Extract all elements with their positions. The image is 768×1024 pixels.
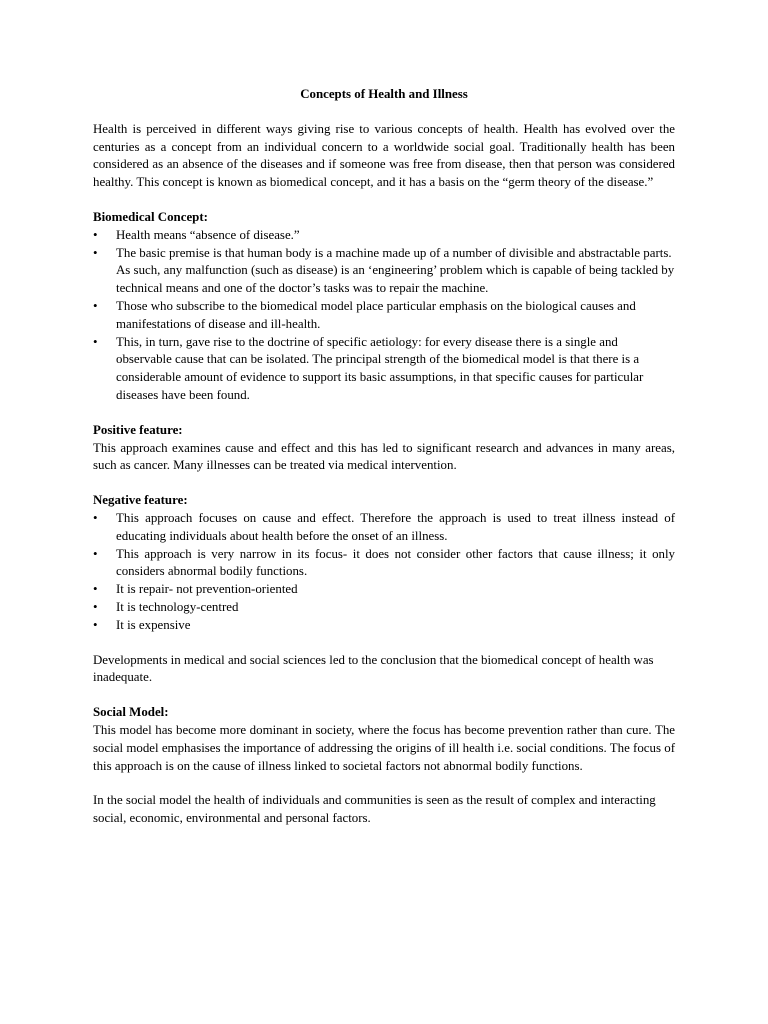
positive-paragraph: This approach examines cause and effect and this has led to significant research and advances in many areas, such as cancer. Many illnesses can be treated via medical intervention. — [93, 440, 675, 473]
list-item — [93, 510, 675, 546]
bullet-icon: • — [93, 245, 98, 260]
negative-list — [93, 510, 675, 635]
biomedical-list — [93, 227, 675, 405]
list-item-text: Health means “absence of disease.” — [116, 227, 300, 242]
bullet-icon: • — [93, 227, 98, 242]
bullet-icon: • — [93, 510, 98, 525]
bullet-icon: • — [93, 298, 98, 313]
list-item — [93, 298, 675, 334]
biomedical-heading: Biomedical Concept: — [93, 209, 208, 224]
list-item — [93, 617, 675, 635]
list-item-text: This approach focuses on cause and effect. Therefore the approach is used to treat illness instead of educating individuals about health before the onset of an illness. — [116, 510, 675, 543]
list-item-text: This approach is very narrow in its focus- it does not consider other factors that cause illness; it only considers abnormal bodily functions. — [116, 546, 675, 579]
list-item — [93, 245, 675, 298]
list-item — [93, 546, 675, 582]
list-item-text: It is repair- not prevention-oriented — [116, 582, 298, 597]
document-page — [93, 86, 675, 845]
social-closing-paragraph: In the social model the health of individuals and communities is seen as the result of complex and interacting social, economic, environmental and personal factors. — [93, 793, 656, 826]
bullet-icon: • — [93, 334, 98, 349]
bullet-icon: • — [93, 599, 98, 614]
developments-paragraph: Developments in medical and social sciences led to the conclusion that the biomedical concept of health was inadequate. — [93, 652, 654, 685]
list-item-text: This, in turn, gave rise to the doctrine of specific aetiology: for every disease there is a single and observable cause that can be isolated. The principal strength of the biomedical model is that there is a considerable amount of evidence to support its basic assumptions, in that specific causes for particular diseases have been found. — [116, 334, 644, 402]
list-item — [93, 581, 675, 599]
bullet-icon: • — [93, 617, 98, 632]
list-item-text: It is expensive — [116, 617, 191, 632]
positive-heading: Positive feature: — [93, 422, 183, 437]
bullet-icon: • — [93, 546, 98, 561]
list-item-text: Those who subscribe to the biomedical model place particular emphasis on the biological causes and manifestations of disease and ill-health. — [116, 298, 636, 331]
bullet-icon: • — [93, 582, 98, 597]
list-item — [93, 227, 675, 245]
negative-heading: Negative feature: — [93, 493, 188, 508]
list-item-text: It is technology-centred — [116, 599, 239, 614]
list-item-text: The basic premise is that human body is a machine made up of a number of divisible and abstractable parts. As such, any malfunction (such as disease) is an ‘engineering’ problem which is capable of being tackled by technical means and one of the doctor’s tasks was to repair the machine. — [116, 245, 675, 296]
list-item — [93, 599, 675, 617]
social-paragraph: This model has become more dominant in society, where the focus has become prevention rather than cure. The social model emphasises the importance of addressing the origins of ill health i.e. social conditions. The focus of this approach is on the cause of illness linked to societal factors not abnormal bodily functions. — [93, 722, 675, 773]
intro-paragraph: Health is perceived in different ways giving rise to various concepts of health. Health has evolved over the centuries as a concept from an individual concern to a worldwide social goal. Traditionally health has been considered as an absence of the diseases and if someone was free from disease, then that person was considered healthy. This concept is known as biomedical concept, and it has a basis on the “germ theory of the disease.” — [93, 121, 675, 190]
document-title: Concepts of Health and Illness — [300, 87, 468, 101]
social-heading: Social Model: — [93, 705, 169, 720]
list-item — [93, 334, 675, 405]
